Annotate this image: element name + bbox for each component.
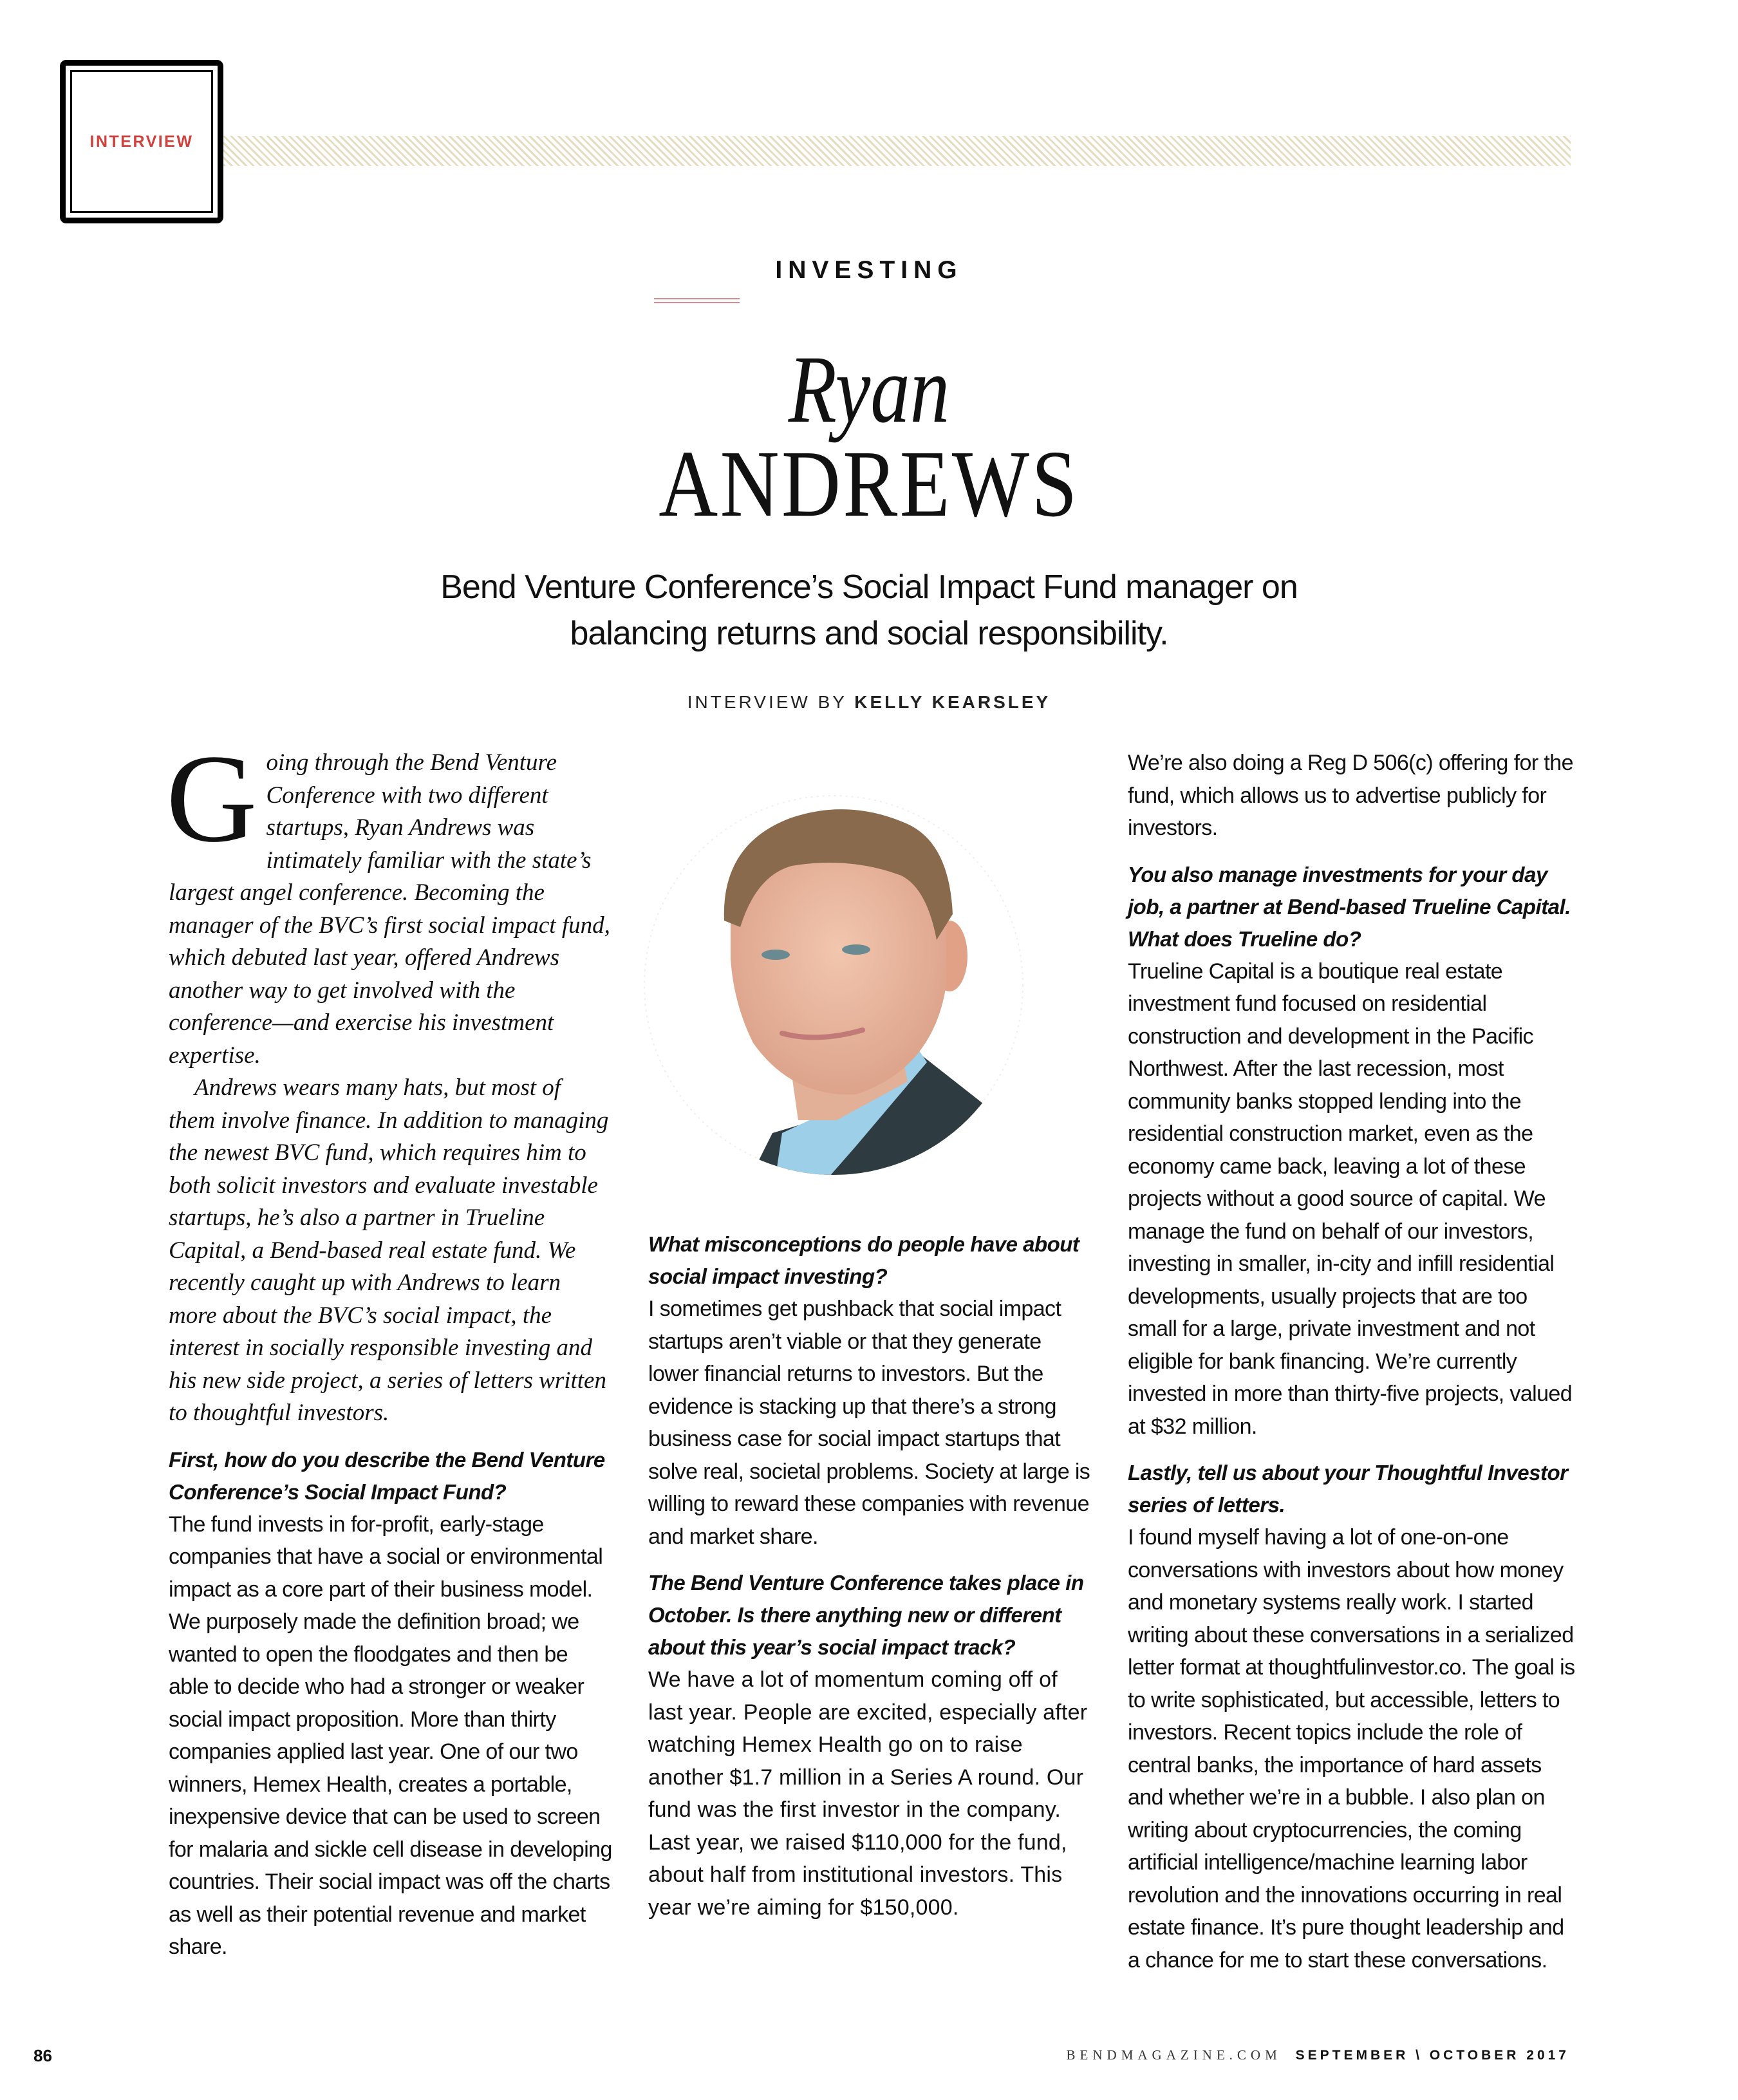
answer: I found myself having a lot of one-on-one conversations with investors about how money and monetary systems really work. I started writing about these conversations in a serialized letter format at thoughtfulinvestor.co. The goal is to write sophisticated, but accessible, letters to investors. Recent topics include the role of central banks, the importance of hard assets and whether we’re in a bubble. I also plan on writing about cryptocurrencies, the coming artificial intelligence/machine learning labor revolution and the innovations occurring in real estate finance. It’s pure thought leadership and a chance for me to start these conversations. bbox=[1128, 1525, 1575, 1973]
qa-block bbox=[648, 1567, 1092, 1924]
answer: The fund invests in for-profit, early-stage companies that have a social or environmental impact as a core part of their business model. We purposely made the definition broad; we wanted to open the floodgates and then be able to decide who had a stronger or weaker social impact proposition. More than thirty companies applied last year. One of our two winners, Hemex Health, creates a portable, inexpensive device that can be used to screen for malaria and sickle cell disease in developing countries. Their social impact was off the charts as well as their potential revenue and market share. bbox=[169, 1512, 612, 1959]
qa-continuation bbox=[1128, 747, 1578, 845]
question: Lastly, tell us about your Thoughtful Investor series of letters. bbox=[1128, 1461, 1568, 1517]
eye-left bbox=[762, 950, 790, 960]
page-number: 86 bbox=[33, 2046, 52, 2065]
question: What misconceptions do people have about social impact investing? bbox=[648, 1232, 1079, 1288]
answer: I sometimes get pushback that social impact startups aren’t viable or that they generate lower financial returns to investors. But the evidence is stacking up that there’s a strong business case for social impact startups that solve real, societal problems. Society at large is willing to reward these companies with revenue and market share. bbox=[648, 1297, 1090, 1549]
section-badge-inner-frame bbox=[70, 70, 213, 213]
section-kicker: INVESTING bbox=[775, 256, 963, 284]
drop-cap: G bbox=[166, 729, 257, 868]
qa-block bbox=[169, 1444, 613, 1964]
header-stripe-band bbox=[223, 136, 1571, 166]
footer-issue-date: SEPTEMBER \ OCTOBER 2017 bbox=[1295, 2048, 1569, 2063]
answer: We have a lot of momentum coming off of last year. People are excited, especially after watching Hemex Health go on to raise another $1.7 million in a Series A round. Our fund was the first investor in the company. Last year, we raised $110,000 for the fund, about half from institutional investors. This year we’re aiming for $150,000. bbox=[648, 1667, 1088, 1920]
byline bbox=[0, 692, 1738, 713]
section-badge-label: INTERVIEW bbox=[89, 132, 194, 151]
qa-block bbox=[1128, 1457, 1578, 1976]
intro-paragraph-2: Andrews wears many hats, but most of them involve finance. In addition to managing the newest BVC fund, which requires him to both solicit investors and evaluate investable startups, he’s also a partner in Trueline Capital, a Bend-based real estate fund. We recently caught up with Andrews to learn more about the BVC’s social impact, the interest in socially responsible investing and his new side project, a series of letters written to thoughtful investors. bbox=[169, 1074, 609, 1426]
intro bbox=[166, 729, 613, 1430]
column-middle bbox=[648, 1228, 1092, 1924]
portrait-photo bbox=[644, 773, 1030, 1197]
answer: Trueline Capital is a boutique real estate investment fund focused on residential construction and development in the Pacific Northwest. After the last recession, most community banks stopped lending into the residential construction market, even as the economy came back, leaving a lot of these projects without a good source of capital. We manage the fund on behalf of our investors, investing in smaller, in-city and infill residential developments, usually projects that are too small for a large, private investment and not eligible for bank financing. We’re currently invested in more than thirty-five projects, valued at $32 million. bbox=[1128, 959, 1573, 1439]
question: First, how do you describe the Bend Venture Conference’s Social Impact Fund? bbox=[169, 1447, 605, 1504]
headline-last-name: ANDREWS bbox=[659, 431, 1079, 537]
dek-line-2: balancing returns and social responsibility. bbox=[570, 615, 1168, 652]
qa-block bbox=[648, 1228, 1092, 1553]
column-right bbox=[1128, 747, 1578, 1976]
intro-paragraph-1 bbox=[166, 729, 613, 1072]
kicker-double-rule bbox=[654, 298, 740, 303]
byline-author: KELLY KEARSLEY bbox=[854, 692, 1051, 712]
headline-first-name: Ryan bbox=[788, 336, 950, 443]
column-left bbox=[166, 729, 613, 1964]
section-badge bbox=[60, 60, 223, 223]
dek bbox=[322, 564, 1416, 657]
question: The Bend Venture Conference takes place in October. Is there anything new or different about this year’s social impact track? bbox=[648, 1571, 1084, 1659]
question: You also manage investments for your day job, a partner at Bend-based Trueline Capital. What does Trueline do? bbox=[1128, 862, 1571, 951]
qa-block bbox=[1128, 859, 1578, 1443]
answer-continued: We’re also doing a Reg D 506(c) offering for the fund, which allows us to advertise publicly for investors. bbox=[1128, 751, 1573, 840]
running-footer bbox=[1067, 2047, 1569, 2063]
intro-paragraph-1-text: oing through the Bend Venture Conference with two different startups, Ryan Andrews was intimately familiar with the state’s largest angel conference. Becoming the manager of the BVC’s first social impact fund, which debuted last year, offered Andrews another way to get involved with the conference—and exercise his investment expertise. bbox=[169, 749, 610, 1069]
byline-prefix: INTERVIEW BY bbox=[687, 692, 847, 712]
eye-right bbox=[842, 944, 870, 955]
footer-site: BENDMAGAZINE.COM bbox=[1066, 2047, 1282, 2063]
dek-line-1: Bend Venture Conference’s Social Impact Fund manager on bbox=[440, 568, 1298, 606]
